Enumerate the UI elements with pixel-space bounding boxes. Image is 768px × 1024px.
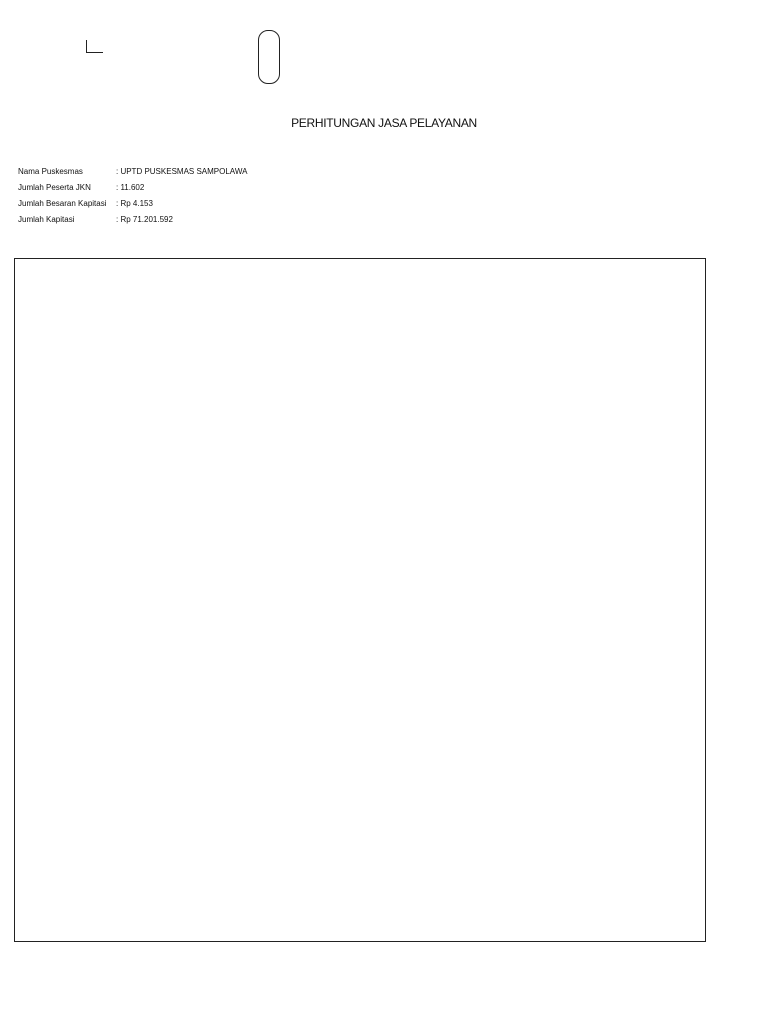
scan-smudge-center — [258, 30, 280, 84]
meta-value: : Rp 71.201.592 — [116, 215, 173, 224]
puskesmas-info — [18, 164, 247, 228]
meta-row-jumlah-kapitasi — [18, 212, 247, 228]
meta-value: : 11.602 — [116, 183, 145, 192]
scan-smudge-topleft — [86, 40, 103, 53]
meta-label: Jumlah Besaran Kapitasi — [18, 199, 107, 208]
meta-value: : Rp 4.153 — [116, 199, 153, 208]
meta-row-nama-puskesmas — [18, 164, 247, 180]
meta-row-besaran-kapitasi — [18, 196, 247, 212]
meta-row-jumlah-peserta — [18, 180, 247, 196]
meta-label: Nama Puskesmas — [18, 167, 83, 176]
meta-label: Jumlah Kapitasi — [18, 215, 75, 224]
document-title: PERHITUNGAN JASA PELAYANAN — [291, 116, 477, 130]
table-frame — [14, 258, 706, 942]
meta-label: Jumlah Peserta JKN — [18, 183, 91, 192]
meta-value: : UPTD PUSKESMAS SAMPOLAWA — [116, 167, 248, 176]
